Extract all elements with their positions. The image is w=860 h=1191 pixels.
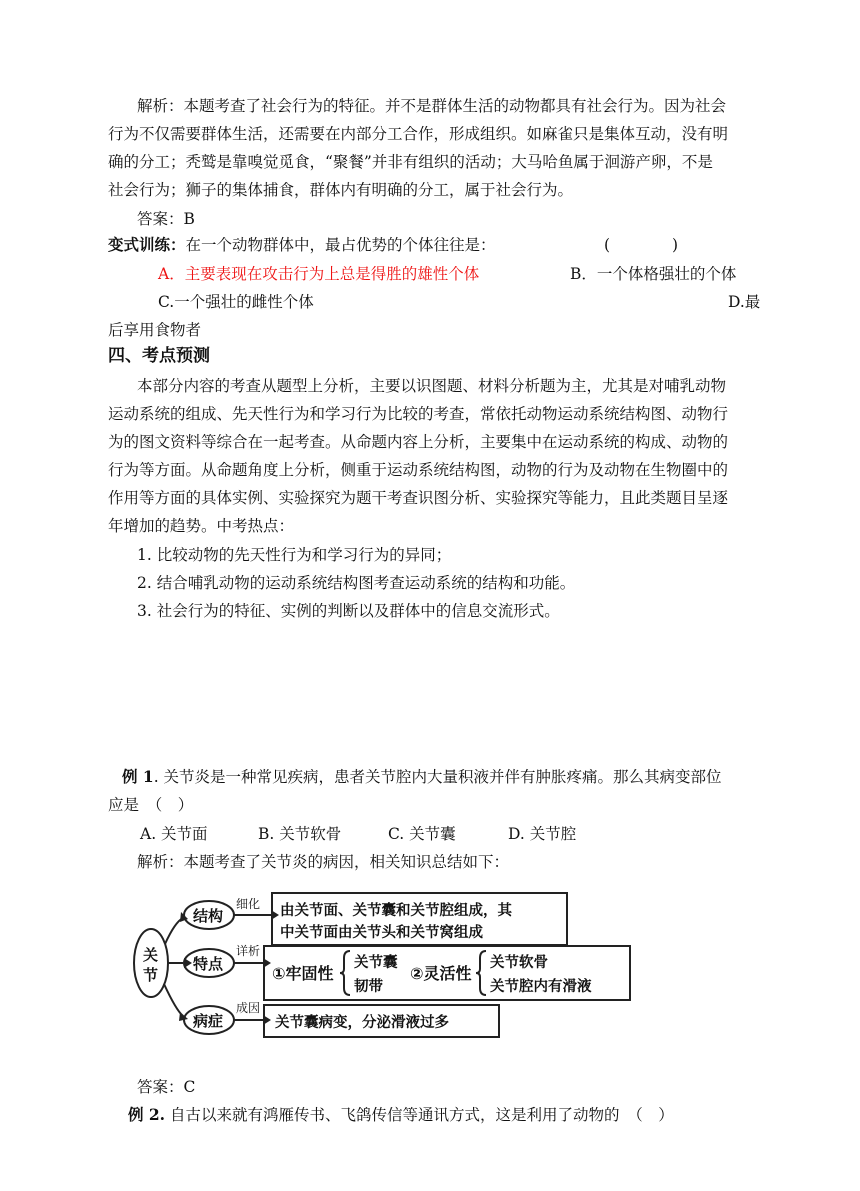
example-1-answer: 答案：C xyxy=(137,1078,196,1096)
box-feature-synovial: 关节腔内有滑液 xyxy=(490,979,592,995)
section-title: 四、考点预测 xyxy=(108,346,210,366)
analysis-line-3: 确的分工；秃鹫是靠嗅觉觅食，“聚餐”并非有组织的活动；大马哈鱼属于洄游产卵，不是 xyxy=(108,153,713,171)
arrowhead-box-2 xyxy=(263,958,271,968)
example-1-option-d: D. 关节腔 xyxy=(508,825,577,843)
center-label-1: 关 xyxy=(143,946,159,964)
variant-option-a: A．主要表现在攻击行为上总是得胜的雄性个体 xyxy=(158,265,480,283)
analysis-line-1: 解析：本题考查了社会行为的特征。并不是群体生活的动物都具有社会行为。因为社会 xyxy=(137,97,727,115)
box-feature-ligament: 韧带 xyxy=(354,979,383,995)
variant-option-c: C.一个强壮的雌性个体 xyxy=(158,293,314,311)
box-feature-capsule: 关节囊 xyxy=(354,955,398,971)
example-2-label: 例 2. xyxy=(128,1105,166,1124)
example-1-analysis: 解析：本题考查了关节炎的病因，相关知识总结如下： xyxy=(137,853,510,871)
analysis-line-4: 社会行为；狮子的集体捕食，群体内有明确的分工，属于社会行为。 xyxy=(108,181,574,199)
section-para-line-6: 年增加的趋势。中考热点： xyxy=(108,517,295,535)
example-1-option-b: B. 关节软骨 xyxy=(258,825,342,843)
section-para-line-3: 为的图文资料等综合在一起考查。从命题内容上分析，主要集中在运动系统的构成、动物的 xyxy=(108,433,729,451)
variant-option-d-part1: D.最 xyxy=(728,293,761,311)
box-structure-line-1: 由关节面、关节囊和关节腔组成，其 xyxy=(280,903,512,919)
box-structure-line-2: 中关节面由关节头和关节窝组成 xyxy=(280,925,483,941)
example-1-question-text: . 关节炎是一种常见疾病，患者关节腔内大量积液并伴有肿胀疼痛。那么其病变部位 xyxy=(153,768,722,786)
analysis-line-2: 行为不仅需要群体生活，还需要在内部分工合作，形成组织。如麻雀只是集体互动，没有明 xyxy=(108,125,729,143)
example-1-option-c: C. 关节囊 xyxy=(388,825,456,843)
box-feature-flexibility: ②灵活性 xyxy=(410,964,472,983)
section-para-line-4: 行为等方面。从命题角度上分析，侧重于运动系统结构图，动物的行为及动物在生物圈中的 xyxy=(108,461,729,479)
section-para-line-1: 本部分内容的考查从题型上分析，主要以识图题、材料分析题为主，尤其是对哺乳动物 xyxy=(137,377,727,395)
node-label-disease: 病症 xyxy=(193,1012,224,1030)
arrow-label-cause: 成因 xyxy=(236,1001,261,1015)
variant-paren: ( ) xyxy=(604,236,679,254)
hotspot-2: 2. 结合哺乳动物的运动系统结构图考查运动系统的结构和功能。 xyxy=(137,574,576,592)
node-label-feature: 特点 xyxy=(193,955,224,973)
arrow-label-detail: 详析 xyxy=(236,944,261,958)
arrowhead-feature xyxy=(184,958,192,968)
box-feature-firmness: ①牢固性 xyxy=(272,964,334,983)
arrowhead-box-3 xyxy=(263,1015,271,1025)
example-2-question-text: 自古以来就有鸿雁传书、飞鸽传信等通讯方式，这是利用了动物的 （ ） xyxy=(165,1106,674,1124)
box-feature-cartilage: 关节软骨 xyxy=(490,955,548,971)
hotspot-1: 1. 比较动物的先天性行为和学习行为的异同； xyxy=(137,546,452,564)
section-para-line-5: 作用等方面的具体实例、实验探究为题干考查识图分析、实验探究等能力，且此类题目呈逐 xyxy=(108,489,729,507)
arrowhead-box-1 xyxy=(271,910,279,920)
example-1-option-a: A. 关节面 xyxy=(140,825,208,843)
example-2-question xyxy=(128,1105,674,1125)
center-label-2: 节 xyxy=(143,966,159,984)
arrow-label-refine: 细化 xyxy=(236,897,261,911)
brace-firmness xyxy=(340,951,350,995)
brace-flexibility xyxy=(476,951,486,995)
arrow-to-structure xyxy=(165,918,183,944)
answer-1: 答案：B xyxy=(137,210,195,228)
variant-option-b: B．一个体格强壮的个体 xyxy=(570,265,737,283)
example-1-label: 例 1 xyxy=(122,767,154,786)
variant-question-text: 在一个动物群体中，最占优势的个体往往是： xyxy=(185,236,496,254)
example-1-question-line-2: 应是 （ ） xyxy=(108,796,194,814)
section-para-line-2: 运动系统的组成、先天性行为和学习行为比较的考查，常依托动物运动系统结构图、动物行 xyxy=(108,405,729,423)
variant-option-d-part2: 后享用食物者 xyxy=(108,321,202,339)
hotspot-3: 3. 社会行为的特征、实例的判断以及群体中的信息交流形式。 xyxy=(137,602,560,620)
arrow-to-disease xyxy=(164,984,183,1016)
box-disease-text: 关节囊病变，分泌滑液过多 xyxy=(275,1015,449,1031)
variant-label: 变式训练： xyxy=(108,235,186,254)
node-label-structure: 结构 xyxy=(193,907,224,925)
